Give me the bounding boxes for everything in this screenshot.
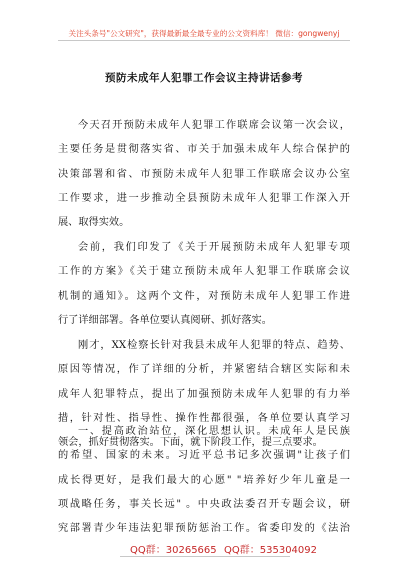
paragraph-line: 行了详细部署。各单位要认真阅研、抓好落实。	[58, 314, 272, 326]
paragraph-line: 今天召开预防未成年人犯罪工作联席会议第一次会议，	[78, 120, 350, 131]
qq-group-2: QQ群：535304092	[224, 545, 318, 556]
paragraph-line: 会前，我们印发了《关于开展预防未成年人犯罪专项	[78, 242, 350, 253]
header-notice: 关注头条号"公文研究"，获得最新最全最专业的公文资料库！ 微信：gongwenyj	[68, 29, 340, 38]
paragraph-line: 工作的方案》《关于建立预防未成年人犯罪工作联席会议	[58, 266, 350, 278]
document-title: 预防未成年人犯罪工作会议主持讲话参考	[105, 72, 303, 84]
paragraph-line: 一、提高政治站位，深化思想认识。未成年人是民族	[78, 426, 350, 437]
paragraph-line: 究部署青少年违法犯罪预防惩治工作。省委印发的《法治	[58, 523, 350, 535]
paragraph-line: 工作要求，进一步推动全县预防未成年人犯罪工作深入开	[58, 192, 350, 204]
qq-group-1: QQ群：30265665	[130, 545, 217, 556]
paragraph-line: 机制的通知》。这两个文件，对预防未成年人犯罪工作进	[58, 290, 350, 302]
paragraph-line: 决策部署和省、市预防未成年人犯罪工作联席会议办公室	[58, 168, 350, 180]
paragraph-line: 成年人犯罪特点，提出了加强预防未成年人犯罪的有力举	[58, 388, 350, 400]
paragraph-line: 主要任务是贯彻落实省、市关于加强未成年人综合保护的	[58, 144, 350, 156]
paragraph-4	[58, 420, 350, 541]
paragraph-line: 领会，抓好贯彻落实。下面，就下阶段工作，提三点要求。	[58, 437, 323, 449]
footer	[0, 541, 408, 557]
header-banner	[58, 18, 350, 41]
paragraph-line: 成长得更好，是我们最大的心愿" "培养好少年儿童是一	[58, 474, 350, 486]
paragraph-line: 的希望、国家的未来。习近平总书记多次强调"让孩子们	[58, 450, 350, 462]
footer-divider	[120, 556, 290, 557]
paragraph-line: 措，针对性、指导性、操作性都很强，各单位要认真学习	[58, 412, 350, 424]
paragraph-line: 展、取得实效。	[58, 217, 130, 229]
paragraph-line: 项战略任务，事关长远" 。中央政法委召开专题会议，研	[58, 498, 350, 510]
paragraph-line: 刚才，XX检察长针对我县未成年人犯罪的特点、趋势、	[78, 340, 350, 351]
paragraph-2	[58, 236, 350, 333]
paragraph-1	[58, 114, 350, 235]
paragraph-line: 原因等情况，作了详细的分析，并紧密结合辖区实际和未	[58, 364, 350, 376]
